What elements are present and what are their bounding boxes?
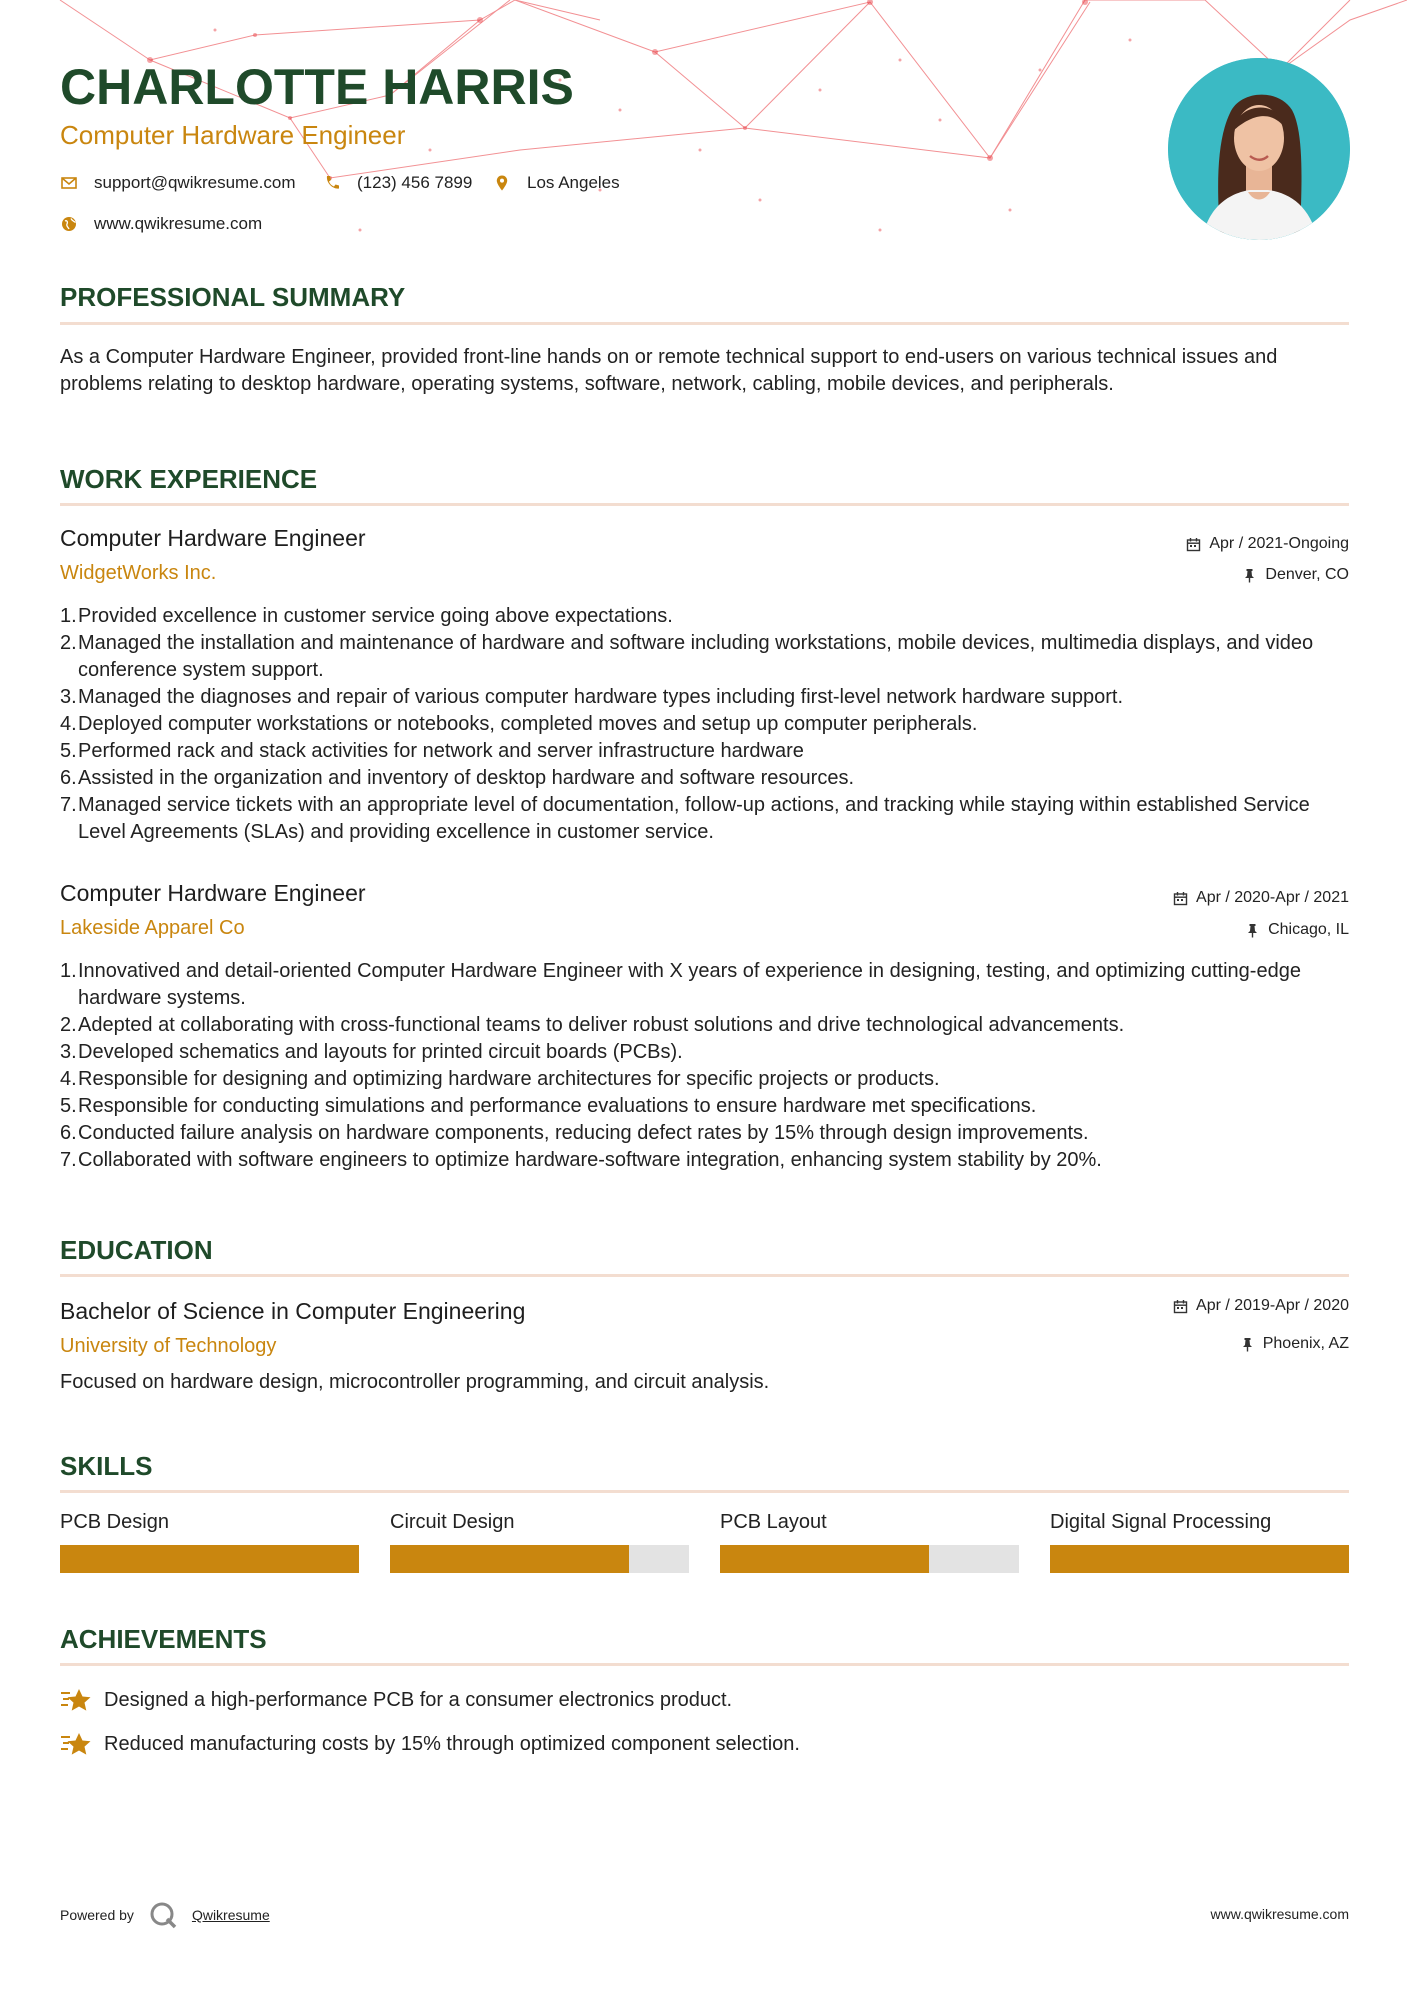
skill-level-bar (60, 1545, 359, 1573)
list-item: 7. Managed service tickets with an appropriate level of documentation, follow-up actions, and tracking while staying within established Service Level Agreements (SLAs) and providing excellence in customer service. (60, 794, 1310, 843)
list-item: 3. Developed schematics and layouts for printed circuit boards (PCBs). (60, 1041, 683, 1063)
candidate-role: Computer Hardware Engineer (60, 120, 406, 150)
job-location-text: Chicago, IL (1268, 921, 1349, 938)
job-location (1245, 921, 1349, 939)
skill-level-fill (720, 1545, 929, 1573)
education-dates (1173, 1297, 1349, 1315)
job-dates (1186, 535, 1349, 553)
globe-icon (60, 215, 78, 233)
achievement-item (60, 1686, 732, 1714)
pushpin-icon (1242, 568, 1257, 583)
calendar-icon (1173, 1299, 1188, 1314)
education-location (1240, 1335, 1349, 1353)
skill-level-fill (60, 1545, 359, 1573)
qwikresume-logo-icon (148, 1900, 178, 1930)
skill-pcb-layout (720, 1511, 1019, 1573)
skill-name: Digital Signal Processing (1050, 1511, 1272, 1533)
contact-phone[interactable] (323, 173, 472, 193)
job-bullets (60, 603, 1350, 846)
company-name: WidgetWorks Inc. (60, 562, 217, 584)
phone-icon (323, 174, 341, 192)
skill-digital-signal-processing (1050, 1511, 1349, 1573)
list-item: 4. Responsible for designing and optimizing hardware architectures for specific projects or products. (60, 1068, 940, 1090)
skills-heading: SKILLS (60, 1451, 153, 1481)
map-pin-icon (493, 174, 511, 192)
list-item: 3. Managed the diagnoses and repair of various computer hardware types including first-level network hardware support. (60, 686, 1124, 708)
degree-title: Bachelor of Science in Computer Engineering (60, 1298, 526, 1324)
list-item: 2. Managed the installation and maintenance of hardware and software including workstations, mobile devices, multimedia displays, and video conference system support. (60, 632, 1314, 681)
skill-level-fill (390, 1545, 629, 1573)
footer-powered-by (60, 1900, 270, 1930)
job-location (1242, 566, 1349, 584)
list-item: 7. Collaborated with software engineers to optimize hardware-software integration, enhancing system stability by 20%. (60, 1149, 1102, 1171)
summary-text: As a Computer Hardware Engineer, provided front-line hands on or remote technical support to end-users on various technical issues and problems relating to desktop hardware, operating systems, software, network, cabling, mobile devices, and peripherals. (60, 346, 1278, 395)
skill-name: Circuit Design (390, 1511, 515, 1533)
achievement-text: Designed a high-performance PCB for a consumer electronics product. (104, 1688, 733, 1711)
contact-location (493, 173, 620, 193)
list-item: 1. Innovatived and detail-oriented Computer Hardware Engineer with X years of experience in designing, testing, and optimizing cutting-edge hardware systems. (60, 960, 1301, 1009)
achievements-divider (60, 1663, 1349, 1666)
contact-website[interactable] (60, 214, 262, 234)
experience-heading: WORK EXPERIENCE (60, 464, 318, 494)
email-text: support@qwikresume.com (94, 173, 296, 192)
list-item: 5. Responsible for conducting simulations and performance evaluations to ensure hardware met specifications. (60, 1095, 1037, 1117)
job-dates-text: Apr / 2020-Apr / 2021 (1196, 889, 1349, 906)
education-heading: EDUCATION (60, 1235, 213, 1265)
footer-url[interactable]: www.qwikresume.com (1210, 1906, 1349, 1922)
job-bullets (60, 958, 1350, 1174)
job-title: Computer Hardware Engineer (60, 880, 366, 906)
job-dates (1173, 889, 1349, 907)
pushpin-icon (1245, 923, 1260, 938)
skill-level-fill (1050, 1545, 1349, 1573)
list-item: 5. Performed rack and stack activities for network and server infrastructure hardware (60, 740, 804, 762)
job-location-text: Denver, CO (1265, 566, 1349, 583)
summary-divider (60, 322, 1349, 325)
phone-text: (123) 456 7899 (357, 173, 473, 192)
achievements-heading: ACHIEVEMENTS (60, 1624, 267, 1654)
star-award-icon (60, 1686, 92, 1714)
achievement-text: Reduced manufacturing costs by 15% through optimized component selection. (104, 1732, 800, 1755)
calendar-icon (1186, 537, 1201, 552)
list-item: 6. Conducted failure analysis on hardware components, reducing defect rates by 15% through design improvements. (60, 1122, 1089, 1144)
avatar (1168, 58, 1350, 240)
candidate-name: CHARLOTTE HARRIS (60, 59, 574, 115)
list-item: 2. Adepted at collaborating with cross-functional teams to deliver robust solutions and drive technological advancements. (60, 1014, 1125, 1036)
education-location-text: Phoenix, AZ (1262, 1335, 1349, 1352)
contact-email[interactable] (60, 173, 296, 193)
list-item: 6. Assisted in the organization and inventory of desktop hardware and software resources. (60, 767, 854, 789)
school-name: University of Technology (60, 1335, 277, 1357)
powered-by-label: Powered by (60, 1907, 134, 1923)
calendar-icon (1173, 891, 1188, 906)
skill-level-bar (1050, 1545, 1349, 1573)
website-text: www.qwikresume.com (94, 214, 263, 233)
skill-name: PCB Layout (720, 1511, 827, 1533)
location-text: Los Angeles (527, 173, 620, 192)
skill-level-bar (390, 1545, 689, 1573)
skill-level-bar (720, 1545, 1019, 1573)
company-name: Lakeside Apparel Co (60, 917, 245, 939)
list-item: 4. Deployed computer workstations or notebooks, completed moves and setup up computer peripherals. (60, 713, 978, 735)
education-dates-text: Apr / 2019-Apr / 2020 (1196, 1297, 1349, 1314)
job-title: Computer Hardware Engineer (60, 525, 366, 551)
achievement-item (60, 1730, 800, 1758)
experience-divider (60, 503, 1349, 506)
qwikresume-link[interactable]: Qwikresume (191, 1907, 270, 1923)
job-dates-text: Apr / 2021-Ongoing (1209, 535, 1349, 552)
education-description: Focused on hardware design, microcontroller programming, and circuit analysis. (60, 1371, 770, 1393)
pushpin-icon (1240, 1337, 1255, 1352)
education-divider (60, 1274, 1349, 1277)
skill-circuit-design (390, 1511, 689, 1573)
profile-photo (1168, 58, 1350, 240)
skills-divider (60, 1490, 1349, 1493)
star-award-icon (60, 1730, 92, 1758)
list-item: 1. Provided excellence in customer service going above expectations. (60, 605, 673, 627)
summary-heading: PROFESSIONAL SUMMARY (60, 282, 406, 312)
skill-pcb-design (60, 1511, 359, 1573)
skill-name: PCB Design (60, 1511, 169, 1533)
envelope-icon (60, 174, 78, 192)
